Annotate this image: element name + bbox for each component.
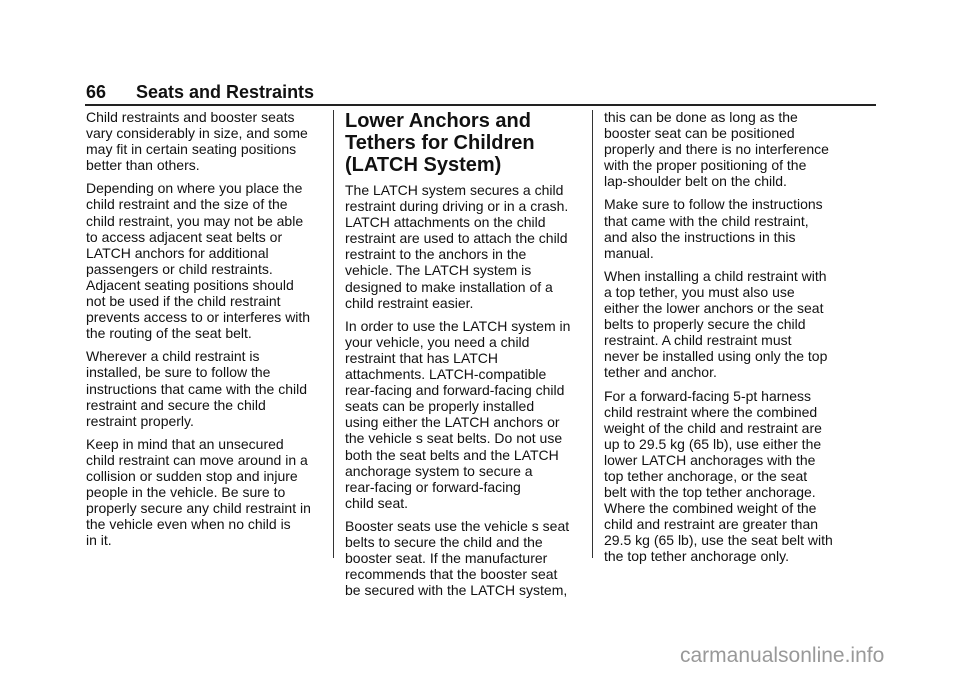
column-1 bbox=[86, 109, 336, 555]
section-title: Seats and Restraints bbox=[136, 82, 315, 102]
page-number: 66 bbox=[86, 82, 107, 102]
column-3 bbox=[604, 109, 854, 572]
paragraph: The LATCH system secures a child restraint during driving or in a crash. LATCH attachments on the child restraint are used to attach the child restraint to the anchors in the vehicle. The LATCH system is designed to make installation of a child restraint easier. bbox=[345, 182, 569, 311]
paragraph: Make sure to follow the instructions that came with the child restraint, and also the instructions in this manual. bbox=[604, 196, 823, 261]
column-2 bbox=[345, 110, 595, 605]
column-divider bbox=[592, 110, 593, 558]
header-rule bbox=[85, 104, 876, 106]
paragraph: In order to use the LATCH system in your vehicle, you need a child restraint that has LATCH attachments. LATCH-compatible rear-facing and forward-facing child seats can be properly installed using either the LATCH anchors or the vehicle s seat belts. Do not use both the seat belts and the LATCH anchorage system to secure a rear-facing or forward-facing child seat. bbox=[345, 317, 571, 511]
paragraph: Wherever a child restraint is installed, be sure to follow the instructions that came with the child restraint and secure the child restraint properly. bbox=[86, 348, 307, 429]
watermark: carmanualsonline.info bbox=[680, 644, 885, 667]
paragraph: For a forward-facing 5-pt harness child restraint where the combined weight of the child and restraint are up to 29.5 kg (65 lb), use either the lower LATCH anchorages with the top tether anchorage, or the seat belt with the top tether anchorage. Where the combined weight of the child and restraint are greater than 29.5 kg (65 lb), use the seat belt with the top tether anchorage only. bbox=[604, 387, 833, 565]
column-divider bbox=[333, 110, 334, 558]
paragraph: Booster seats use the vehicle s seat belts to secure the child and the booster seat. If the manufacturer recommends that the booster seat be secured with the LATCH system, bbox=[345, 517, 570, 599]
paragraph: this can be done as long as the booster seat can be positioned properly and there is no interference with the proper positioning of the lap-shoulder belt on the child. bbox=[604, 109, 829, 190]
section-heading: Lower Anchors and Tethers for Children (LATCH System) bbox=[345, 110, 535, 176]
paragraph: Child restraints and booster seats vary considerably in size, and some may fit in certain seating positions better than others. bbox=[86, 109, 308, 174]
paragraph: Depending on where you place the child restraint and the size of the child restraint, you may not be able to access adjacent seat belts or LATCH anchors for additional passengers or child restraints. Adjacent seating positions should not be used if the child restraint prevents access to or interferes with the routing of the seat belt. bbox=[86, 180, 311, 342]
paragraph: When installing a child restraint with a top tether, you must also use either the lower anchors or the seat belts to properly secure the child restraint. A child restraint must never be installed using only the top tether and anchor. bbox=[604, 267, 828, 381]
paragraph: Keep in mind that an unsecured child restraint can move around in a collision or sudden stop and injure people in the vehicle. Be sure to properly secure any child restraint in the vehicle even when no child is in it. bbox=[86, 435, 311, 549]
page-header bbox=[86, 82, 314, 103]
